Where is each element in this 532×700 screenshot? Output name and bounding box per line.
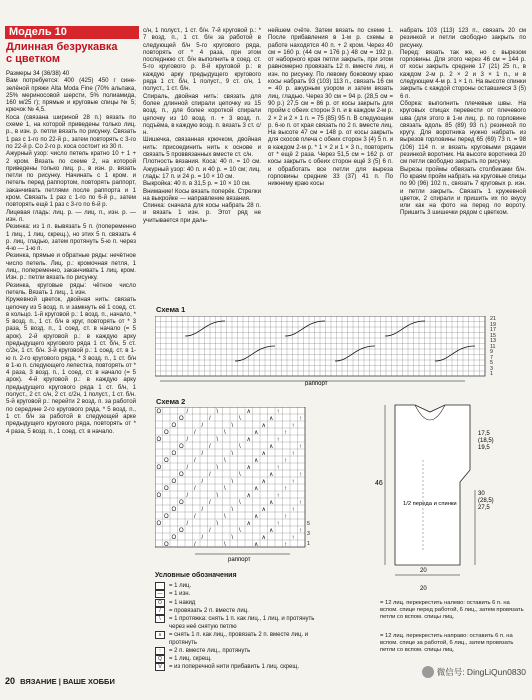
stitch-symbol: / [186,521,189,527]
purl-symbol: — [155,590,165,598]
pattern-front-back-label: 1/2 переда и спинки [403,501,457,507]
stitch-symbol: / [186,437,189,443]
s1-row-17: 17 [490,327,496,333]
scheme-1-label: Схема 1 [156,305,186,314]
stitch-symbol: O [164,430,169,436]
legend-row [155,647,325,655]
stitch-symbol: ∧ [269,444,274,450]
stitch-symbol: \ [216,493,219,499]
stitch-symbol: / [186,493,189,499]
legend-title: Условные обозначения [155,572,237,579]
pattern-label-20b: 20 [420,586,427,592]
stitch-symbol: ↑ [291,479,295,485]
stitch-symbol: O [164,486,169,492]
stitch-symbol: \ [224,514,226,520]
stitch-symbol: / [194,542,196,548]
stitch-symbol: / [209,500,211,506]
stitch-symbol: \ [216,465,219,471]
stitch-symbol: O [156,521,162,527]
stitch-symbol: ↑ [291,507,295,513]
legend-row [155,607,325,615]
stitch-symbol: \ [216,521,219,527]
model-label: Модель 10 [5,26,139,39]
stitch-symbol: / [209,472,211,478]
s1-row-19: 19 [490,321,496,328]
legend-text: = из поперечной нити прибавить 1 лиц. скрещ. [169,664,299,671]
stitch-symbol: ↑ [299,528,302,534]
legend-row [155,615,325,631]
stitch-symbol: O [171,451,177,457]
k2tog-symbol: / [155,607,165,615]
stitch-symbol: \ [224,486,226,492]
s1-row-15: 15 [490,332,496,339]
cable-left-note: = 12 лиц. перекрестить налево: оставить 6 п. на вспом. спице перед работой, 6 лиц., затем провязать петли со вспом. спицы лиц. [380,600,524,621]
scheme-2-rapport-label: раппорт [228,557,251,563]
stitch-symbol: O [179,416,184,422]
footer: 20 ВЯЗАНИЕ | ВАШЕ ХОББИ [5,676,115,686]
s1-row-13: 13 [490,338,496,344]
stitch-symbol: ∧ [254,458,259,464]
stitch-symbol: ↑ [284,542,287,548]
legend-row [155,631,325,647]
wechat-icon [422,666,434,678]
stitch-symbol: ↑ [299,444,302,450]
k2tog-through-symbol: ↑ [155,647,165,655]
stitch-symbol: ↑ [284,458,287,464]
stitch-symbol: \ [239,444,241,450]
stitch-symbol: \ [216,409,219,415]
stitch-symbol: ∧ [254,486,259,492]
stitch-symbol: / [194,458,196,464]
stitch-symbol: / [209,444,211,450]
watermark-text: 微信号: DingLiQun0830 [436,667,526,677]
stitch-symbol: ∧ [254,430,259,436]
stitch-symbol: ∧ [269,472,274,478]
stitch-symbol: / [209,528,211,534]
stitch-symbol: / [201,451,204,457]
stitch-symbol: ↑ [299,472,302,478]
stitch-symbol: / [194,486,196,492]
scheme-1-rapport-label: раппорт [305,381,328,386]
stitch-symbol: ∧ [261,423,266,429]
stitch-symbol: O [171,479,177,485]
stitch-symbol: \ [224,430,226,436]
legend-text: = 1 протяжка: снять 1 п. как лиц., 1 лиц. и протянуть через неё снятую петлю [169,615,315,631]
ssk-symbol: \ [155,615,165,623]
pattern-label-30: 30 [478,491,485,497]
stitch-symbol: O [171,535,177,541]
stitch-symbol: ↑ [284,486,287,492]
stitch-symbol: \ [231,479,234,485]
stitch-symbol: ∧ [246,493,251,499]
scheme-2-label: Схема 2 [156,397,186,406]
legend-text: = 1 накид [169,599,196,606]
stitch-symbol: ∧ [261,451,266,457]
stitch-symbol: ∧ [254,514,259,520]
stitch-symbol: / [194,430,196,436]
legend-text: = снять 1 п. как лиц., провязать 2 п. вместе лиц. и протянуть [169,631,309,647]
stitch-symbol: ∧ [269,528,274,534]
stitch-symbol: \ [224,458,226,464]
pattern-label-28-5: (28,5) [478,498,494,504]
legend-text: = провязать 2 п. вместе лиц. [169,607,249,614]
legend-row [155,655,325,663]
watermark [422,666,526,678]
stitch-symbol: O [171,507,177,513]
stitch-symbol: \ [224,542,226,548]
yarn-over-symbol: O [155,599,165,607]
stitch-symbol: \ [239,500,241,506]
s1-row-7: 7 [490,354,493,361]
page-number: 20 [5,676,16,686]
stitch-symbol: ↑ [299,500,302,506]
stitch-symbol: O [179,500,184,506]
stitch-symbol: ↑ [276,521,280,527]
stitch-symbol: ∧ [261,507,266,513]
stitch-symbol: ↑ [291,423,295,429]
magazine-name: ВЯЗАНИЕ [20,677,57,686]
sk2p-symbol: ∧ [155,631,165,639]
knit-symbol [155,582,165,590]
stitch-symbol: \ [239,528,241,534]
garment-schematic [375,400,525,595]
stitch-symbol: O [156,465,162,471]
stitch-symbol: / [194,514,196,520]
scheme-1-grid [155,316,495,386]
text-column-3: нейшем счёте. Затем вязать по схеме 1. После прибавления в 1-м р. схемы в работе находятся 40 п. + 2 кром. Через 40 см = 160 р. (44 см = 176 р.) 48 см = 192 р. от наборного края петли закрыть, при этом равномерно провязать 12 п. вместе лиц. и изн. по рисунку. По левому боковому краю косы набрать 93 (103) 113 п., связать 16 см = 40 р. ажурным узором и затем вязать лиц. гладью. Через 30 см = 94 р. (28,5 см = 90 р.) 27,5 см = 86 р. от косы закрыть для пройм с обеих сторон 3 п. и в каждом 2-м р. 2 × 2 и 2 × 1 п. = 75 (85) 95 п. В следующем р. 6-ю п. от края связать по 2 п. вместе лиц. На высоте 47 см = 148 р. от косы закрыть для скосов плеча с обеих сторон 3 (4) 5 п. и в каждом 2-м р. * 1 × 2 и 1 × 3 п., повторить от * ещё 2 раза. Через 51,5 см = 162 р. от косы закрыть с обеих сторон ещё 3 (5) 6 п. и обработать все петли для выреза горловины средние 33 (37) 41 п. По нижнему краю косы [268,27,393,188]
stitch-symbol: \ [239,416,241,422]
legend-row [155,590,325,598]
stitch-symbol: \ [231,535,234,541]
stitch-symbol: / [201,535,204,541]
stitch-symbol: ∧ [261,535,266,541]
title-line-2: с цветком [6,53,60,65]
stitch-symbol: / [209,416,211,422]
s2-row-3: 3 [307,531,310,537]
stitch-symbol: ∧ [269,500,274,506]
stitch-symbol: ∧ [269,416,274,422]
text-column-4: набрать 103 (113) 123 п., связать 20 см резинкой и петли свободно закрыть по рисунку. Перед: вязать так же, но с вырезом горловины. Для этого через 46 см = 144 р. от косы закрыть средние 17 (21) 25 п., в каждом 2-м р. 2 × 2 и 3 × 1 п., и в следующем 4-м р. 1 × 1 п. На высоте спинки закрыть с каждой стороны оставшиеся 3 (5) 6 п. Сборка: выполнить плечевые швы. На круговых спицах перевести от плечевого шва (для этого в 1-м лиц. р. по горловине связать вдоль 85 (89) 93 п.) резинкой по кругу. Для воротника нужно набрать из вырезов горловины перед 65 (69) 73 п. = 98 (106) 114 п. и вязать круговыми рядами резинкой воротник. На высоте воротника 20 см петли свободно закрыть по рисунку. Вырезы проймы обвязать столбиками б/н. По краям пройм набрать на круговые спицы по 90 (96) 102 п., связать 7 круговых р. изн. и петли закрыть. Связать 1 кружевной цветок, 2 спирали и пришить их по вкусу или как на фото на перед по вороту. Пришить 3 шишечки рядом с цветком. [400,27,526,217]
stitch-symbol: O [164,514,169,520]
stitch-symbol: \ [231,423,234,429]
pattern-label-19-5: 19,5 [478,445,490,451]
stitch-symbol: O [179,444,184,450]
legend [155,572,325,672]
stitch-symbol: O [171,423,177,429]
legend-row [155,663,325,671]
legend-text: = 2 п. вместе лиц., протянуть [169,647,251,654]
stitch-symbol: ∧ [261,479,266,485]
stitch-symbol: ↑ [291,451,295,457]
magazine-section: ВАШЕ ХОББИ [62,677,115,686]
s1-row-21: 21 [490,316,496,322]
page-title [6,41,136,65]
legend-row [155,582,325,590]
stitch-symbol: ↑ [299,416,302,422]
stitch-symbol: O [164,542,169,548]
increase-symbol: V [155,663,165,671]
stitch-symbol: / [186,409,189,415]
stitch-symbol: O [156,493,162,499]
stitch-symbol: \ [216,437,219,443]
pattern-height-46: 46 [375,480,383,487]
s1-row-11: 11 [490,343,496,350]
stitch-symbol: ↑ [276,493,280,499]
pattern-label-27-5: 27,5 [478,505,490,511]
pattern-label-20a: 20 [420,568,427,574]
stitch-symbol: ∧ [246,437,251,443]
stitch-symbol: ∧ [246,521,251,527]
stitch-symbol: \ [239,472,241,478]
stitch-symbol: ↑ [291,535,295,541]
pattern-label-18-5: (18,5) [478,438,494,444]
stitch-symbol: \ [231,451,234,457]
s2-row-5: 5 [307,521,310,527]
stitch-symbol: O [164,458,169,464]
stitch-symbol: / [201,423,204,429]
stitch-symbol: ↑ [276,437,280,443]
stitch-symbol: ↑ [284,430,287,436]
legend-text: = 1 лиц. скрещ. [169,656,212,663]
stitch-symbol: ↑ [276,465,280,471]
stitch-symbol: / [201,507,204,513]
stitch-symbol: O [179,528,184,534]
stitch-symbol: ∧ [246,465,251,471]
text-column-1: Размеры 34 (36/38) 40 Вам потребуется: 400 (425) 450 г сине-зелёной пряжи Alta Moda Fine (70% альпака, 25% мериносовой шерсти, 5% полиамида, 160 м/25 г); прямые и круговые спицы № 5; крючок № 4,5. Коса (связана шириной 28 п.) вязать по схеме 1, на которой приведены только лиц. р., в изн. р. петли вязать по рисунку. Связать 1 раз с 1-го по 22-й р., затем повторять с 3-го по 22-й р. Со 2-го р. коса состоит из 30 п. Ажурный узор: число петель кратно 10 + 1 + 2 кром. Вязать по схеме 2, на которой приведены только лиц. р., в изн. р. вязать петли по рисунку. Начинать с 1 кром. и петель перед раппортом, повторять раппорт, заканчивать петлями после раппорта и 1 кром. Связать 1 раз с 1-го по 6-й р., затем повторять ещё 1 раз с 3-го по 6-й р. Лицевая гладь: лиц. р. — лиц. п., изн. р. — изн. п. Резинка: из 1 п. вывязать 5 п. (попеременно 1 лиц., 1 лиц. скрещ.), но этих 5 п. связать 4 р. лиц. гладью, затем протянуть 5-ю п. через 4-ю — 1-ю п. Резинка, прямые и обратные ряды: нечётное число петель. Лиц. р.: кромочная петля, 1 лиц., попеременно, заканчивать 1 лиц. крoм. Изн. р.: петли вязать по рисунку. Резинка, круговые ряды: чётное число петель. Вязать 1 лиц., 1 изн. Кружевной цветок, двойная нить: связать цепочку из 5 возд. п. и замкнуть её 1 соед. ст. в кольцо. 1-й круговой р.: 1 возд. п., начало, * 5 возд. п., 1 ст. б/н в круг, повторять от * 3 раза, 5 возд. п., 1 соед. ст. в начало (= 5 арок). 2-й круговой р.: в каждую арку предыдущего кругового ряда 1 ст. б/н, 5 ст. с/2н, 1 ст. б/н. 3-й круговой р.: 1 соед. ст. в 1-ю п. 2-го кругового ряда, * 3 возд. п., 1 ст. б/н в 1-ю п. следующего лепестка, повторять от * 4 раза, 3 возд. п., 1 соед. ст. в начало (= 5 арок). 4-й круговой р.: в каждую арку предыдущего кругового ряда 1 ст. б/н, 1 полуст., 2 ст. с/н, 2 ст. с/2н, 1 полуст., 1 ст. б/н. 5-й круговой р.: перейти 2 возд. п. за работой по середине 2-го кругового ряда, * 5 возд. п., 1 ст. б/н за работой в следующей арке предыдущего кругового ряда, повторять от * 4 раза, 5 возд. п., 1 соед. ст. в начало. [6,70,136,435]
s1-row-1: 1 [490,371,493,377]
legend-row [155,599,325,607]
twisted-knit-symbol: Q [155,655,165,663]
text-column-2: с/н, 1 полуст., 1 ст. б/н. 7-й круговой р.: * 7 возд. п., 1 ст. б/н за работой в следующей б/н 5-го кругового ряда, повторять от * 4 раза, при этом последнюю ст. б/н выполнить в соед. ст. 5-го кругового р. 8-й круговой р.: в каждую арку предыдущего кругового ряда 1 ст. б/н, 1 полуст., 9 ст. с/н, 1 полуст., 1 ст. б/н. Спираль, двойная нить: связать для более длинной спирали цепочку из 15 возд. п., для более короткой спирали цепочку из 10 возд. п. + 3 возд. п. подъёма, в каждую возд. п. вязать 3 ст. с/н. Шишечка, связанная крючком, двойная нить: присоединить нить к основе и связать 5 проввязанных вместе ст. с/н. Плотность вязания. Коса: 40 п. = 10 см. Ажурный узор: 40 п. и 40 р. = 10 см; лиц. гладь: 17 п. и 24 р. = 10 × 10 см. Выкройка: 40 п. в 31,5 р. = 10 × 10 см. Внимание! Косы вязать поперёк. Стрелки на выкройке — направление вязания. Спинка: сначала для косы набрать 28 п. и вязать 1 изн. р. Этот ряд не учитывается при даль- [143,27,261,224]
stitch-symbol: \ [231,507,234,513]
legend-text: = 1 изн. [169,591,191,598]
stitch-symbol: ∧ [246,409,251,415]
pattern-label-17-5: 17,5 [478,431,490,437]
stitch-symbol: / [186,465,189,471]
stitch-symbol: ↑ [284,514,287,520]
stitch-symbol: ↑ [276,409,280,415]
s1-row-5: 5 [490,360,493,366]
cable-right-note: = 12 лиц. перекрестить направо: оставить 6 п. на вспом. спице за работой, 6 лиц., затем провязать петли со вспом. спицы лиц. [380,633,514,654]
stitch-symbol: / [201,479,204,485]
title-line-1: Длинная безрукавка [6,41,118,53]
stitch-symbol: O [156,409,162,415]
stitch-symbol: O [156,437,162,443]
stitch-symbol: O [179,472,184,478]
scheme-2-grid [155,407,315,567]
stitch-symbol: ∧ [254,542,259,548]
legend-text: = 1 лиц. [169,583,192,590]
s2-row-1: 1 [307,541,310,547]
s1-row-9: 9 [490,349,493,355]
s1-row-3: 3 [490,365,493,372]
